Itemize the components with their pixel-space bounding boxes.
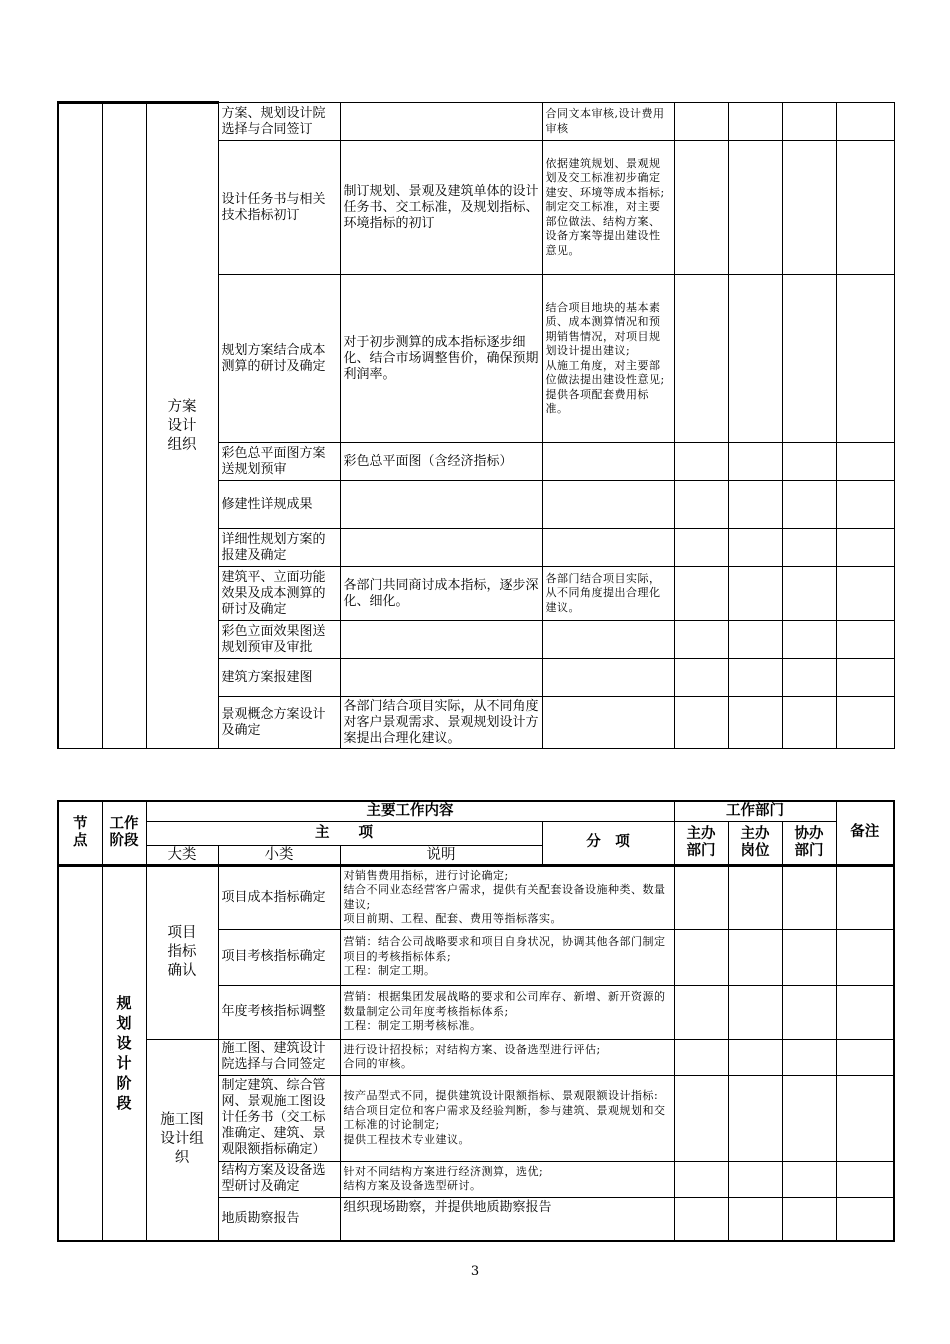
subcategory-cell: 规划方案结合成本测算的研讨及确定 [218, 275, 340, 443]
subcategory-cell: 修建性详规成果 [218, 481, 340, 529]
description-cell [340, 621, 542, 659]
header-row [58, 801, 894, 821]
table-row [58, 103, 894, 141]
detail-cell: 依据建筑规划、景观规划及交工标准初步确定建安、环境等成本指标; 制定交工标准，对主要部位做法、结构方案、设备方案等提出建设性意见。 [542, 141, 674, 275]
subcategory-cell: 地质勘察报告 [218, 1197, 340, 1241]
subcategory-cell: 项目考核指标确定 [218, 929, 340, 985]
detail-cell [542, 481, 674, 529]
description-cell: 营销：根据集团发展战略的要求和公司库存、新增、新开资源的数量制定公司年度考核指标体系; 工程：制定工期考核标准。 [340, 985, 674, 1039]
node-cell [58, 103, 102, 749]
header-node: 节点 [58, 801, 102, 865]
header-lead-post: 主办岗位 [728, 821, 782, 865]
subcategory-cell: 详细性规划方案的报建及确定 [218, 529, 340, 567]
description-cell [340, 481, 542, 529]
description-cell: 营销：结合公司战略要求和项目自身状况，协调其他各部门制定项目的考核指标体系; 工程：制定工期。 [340, 929, 674, 985]
header-assist-dept: 协办部门 [782, 821, 836, 865]
category-cell: 项目指标确认 [146, 865, 218, 1039]
subcategory-cell: 建筑平、立面功能效果及成本测算的研讨及确定 [218, 567, 340, 621]
detail-cell: 结合项目地块的基本素质、成本测算情况和预期销售情况，对项目规划设计提出建议; 从施工角度，对主要部位做法提出建设性意见; 提供各项配套费用标准。 [542, 275, 674, 443]
header-subcategory: 小类 [218, 845, 340, 865]
stage-label: 规划设计阶段 [116, 994, 132, 1113]
detail-cell [542, 697, 674, 749]
detail-cell [542, 443, 674, 481]
description-cell [340, 659, 542, 697]
header-row [58, 821, 894, 845]
description-cell: 各部门共同商讨成本指标，逐步深化、细化。 [340, 567, 542, 621]
header-remarks: 备注 [836, 801, 894, 865]
subcategory-cell: 结构方案及设备选型研讨及确定 [218, 1161, 340, 1197]
page-number: 3 [470, 1264, 480, 1279]
detail-cell: 合同文本审核,设计费用审核 [542, 103, 674, 141]
subcategory-cell: 建筑方案报建图 [218, 659, 340, 697]
node-cell [58, 865, 102, 1241]
subcategory-cell: 年度考核指标调整 [218, 985, 340, 1039]
subcategory-cell: 施工图、建筑设计院选择与合同签定 [218, 1039, 340, 1075]
description-cell: 各部门结合项目实际，从不同角度对客户景观需求、景观规划设计方案提出合理化建议。 [340, 697, 542, 749]
description-cell: 制订规划、景观及建筑单体的设计任务书、交工标准，及规划指标、环境指标的初订 [340, 141, 542, 275]
stage-cell [102, 103, 146, 749]
subcategory-cell: 设计任务书与相关技术指标初订 [218, 141, 340, 275]
header-main-item: 主 项 [146, 821, 542, 845]
table-row [58, 1039, 894, 1075]
table-row [58, 865, 894, 929]
detail-cell [542, 529, 674, 567]
description-cell: 针对不同结构方案进行经济测算，选优; 结构方案及设备选型研讨。 [340, 1161, 674, 1197]
header-lead-dept: 主办部门 [674, 821, 728, 865]
header-stage: 工作阶段 [102, 801, 146, 865]
stage-cell [102, 865, 146, 1241]
header-departments: 工作部门 [674, 801, 836, 821]
subcategory-cell: 彩色总平面图方案送规划预审 [218, 443, 340, 481]
description-cell: 对于初步测算的成本指标逐步细化、结合市场调整售价，确保预期利润率。 [340, 275, 542, 443]
detail-cell [542, 659, 674, 697]
category-label: 方案设计组织 [167, 398, 197, 453]
description-cell [340, 103, 542, 141]
description-cell: 对销售费用指标，进行讨论确定; 结合不同业态经营客户需求，提供有关配套设备设施种类、数量建议; 项目前期、工程、配套、费用等指标落实。 [340, 865, 674, 929]
description-cell: 组织现场勘察，并提供地质勘察报告 [340, 1197, 674, 1241]
detail-cell: 各部门结合项目实际，从不同角度提出合理化建议。 [542, 567, 674, 621]
category-cell: 施工图设计组织 [146, 1039, 218, 1241]
subcategory-cell: 方案、规划设计院选择与合同签订 [218, 103, 340, 141]
subcategory-cell: 景观概念方案设计及确定 [218, 697, 340, 749]
description-cell: 按产品型式不同，提供建筑设计限额指标、景观限额设计指标: 结合项目定位和客户需求及经验判断，参与建筑、景观规划和交工标准的讨论制定; 提供工程技术专业建议。 [340, 1075, 674, 1161]
planning-stage-table [57, 800, 895, 1242]
subcategory-cell: 制定建筑、综合管网、景观施工图设计任务书（交工标准确定、建筑、景观限额指标确定） [218, 1075, 340, 1161]
header-category: 大类 [146, 845, 218, 865]
header-sub-item: 分 项 [542, 821, 674, 865]
category-cell [146, 103, 218, 749]
detail-cell [542, 621, 674, 659]
header-description: 说明 [340, 845, 542, 865]
description-cell: 彩色总平面图（含经济指标） [340, 443, 542, 481]
description-cell: 进行设计招投标；对结构方案、设备选型进行评估; 合同的审核。 [340, 1039, 674, 1075]
subcategory-cell: 彩色立面效果图送规划预审及审批 [218, 621, 340, 659]
header-main-content: 主要工作内容 [146, 801, 674, 821]
continuation-table [57, 101, 895, 749]
subcategory-cell: 项目成本指标确定 [218, 865, 340, 929]
description-cell [340, 529, 542, 567]
